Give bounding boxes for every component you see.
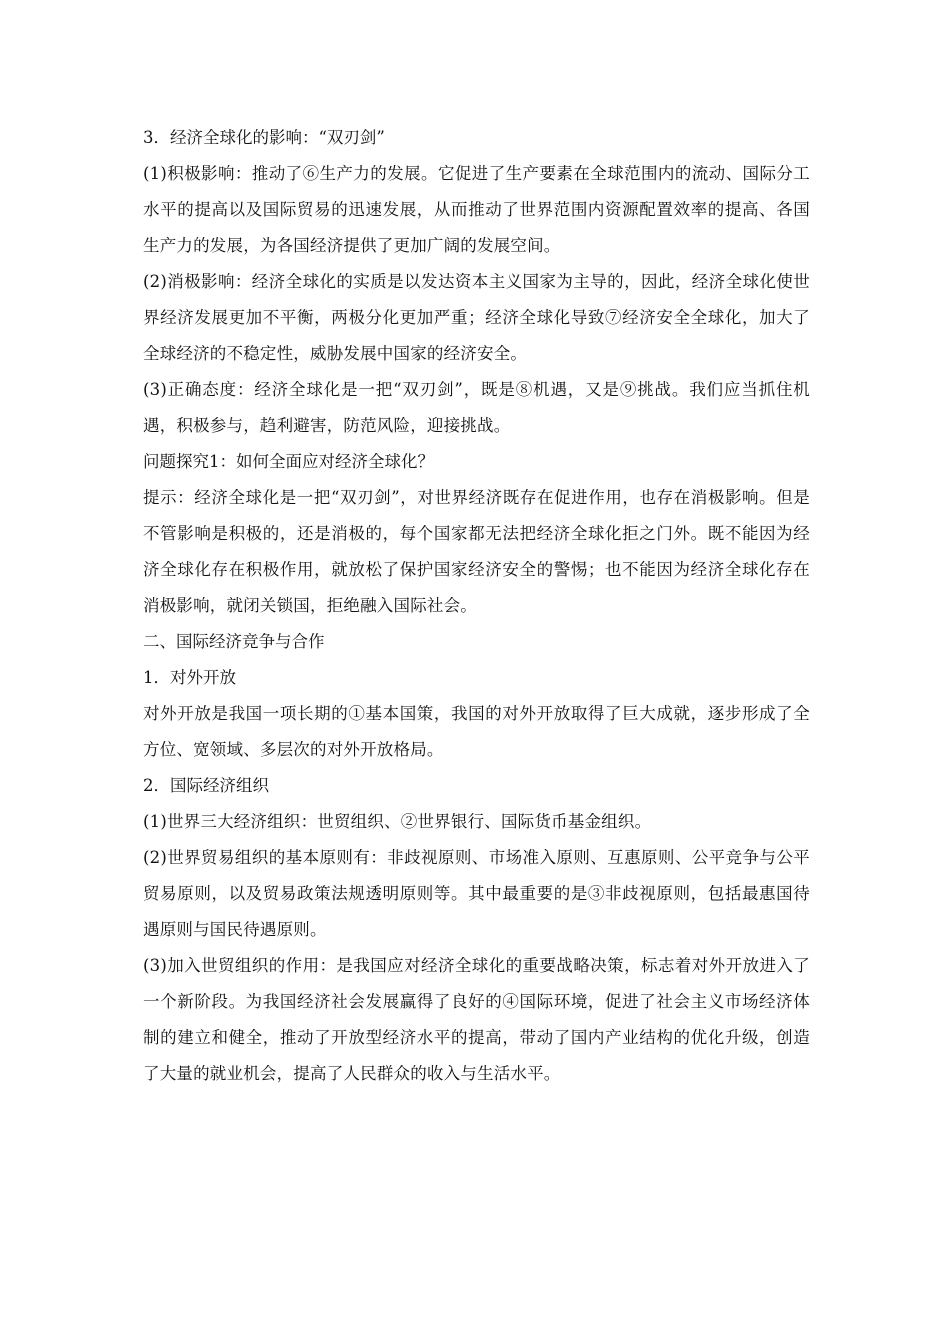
paragraph-hint: 提示：经济全球化是一把“双刃剑”，对世界经济既存在促进作用，也存在消极影响。但是不管影响是积极的，还是消极的，每个国家都无法把经济全球化拒之门外。既不能因为经济全球化存在积极作用，就放松了保护国家经济安全的警惕；也不能因为经济全球化存在消极影响，就闭关锁国，拒绝融入国际社会。 <box>143 488 810 615</box>
paragraph-opening-up: 对外开放是我国一项长期的①基本国策，我国的对外开放取得了巨大成就，逐步形成了全方位、宽领域、多层次的对外开放格局。 <box>143 704 810 759</box>
paragraph-positive-impact: (1)积极影响：推动了⑥生产力的发展。它促进了生产要素在全球范围内的流动、国际分工水平的提高以及国际贸易的迅速发展，从而推动了世界范围内资源配置效率的提高、各国生产力的发展，为各国经济提供了更加广阔的发展空间。 <box>143 164 810 255</box>
paragraph-wto-principles: (2)世界贸易组织的基本原则有：非歧视原则、市场准入原则、互惠原则、公平竞争与公平贸易原则，以及贸易政策法规透明原则等。其中最重要的是③非歧视原则，包括最惠国待遇原则与国民待遇原则。 <box>143 848 810 939</box>
document-body <box>143 120 810 1092</box>
question-heading: 问题探究1：如何全面应对经济全球化？ <box>143 452 434 471</box>
section-heading-competition: 二、国际经济竞争与合作 <box>143 632 325 651</box>
paragraph-correct-attitude: (3)正确态度：经济全球化是一把“双刃剑”，既是⑧机遇，又是⑨挑战。我们应当抓住机遇，积极参与，趋利避害，防范风险，迎接挑战。 <box>143 380 810 435</box>
subheading-opening-up: 1．对外开放 <box>143 668 236 687</box>
paragraph-three-organizations: (1)世界三大经济组织：世贸组织、②世界银行、国际货币基金组织。 <box>143 812 652 831</box>
subheading-organizations: 2．国际经济组织 <box>143 776 269 795</box>
paragraph-negative-impact: (2)消极影响：经济全球化的实质是以发达资本主义国家为主导的，因此，经济全球化使世界经济发展更加不平衡，两极分化更加严重；经济全球化导致⑦经济安全全球化，加大了全球经济的不稳定性，威胁发展中国家的经济安全。 <box>143 272 810 363</box>
section-heading-impact: 3．经济全球化的影响：“双刃剑” <box>143 128 385 147</box>
paragraph-wto-accession: (3)加入世贸组织的作用：是我国应对经济全球化的重要战略决策，标志着对外开放进入了一个新阶段。为我国经济社会发展赢得了良好的④国际环境，促进了社会主义市场经济体制的建立和健全，推动了开放型经济水平的提高，带动了国内产业结构的优化升级，创造了大量的就业机会，提高了人民群众的收入与生活水平。 <box>143 956 810 1083</box>
